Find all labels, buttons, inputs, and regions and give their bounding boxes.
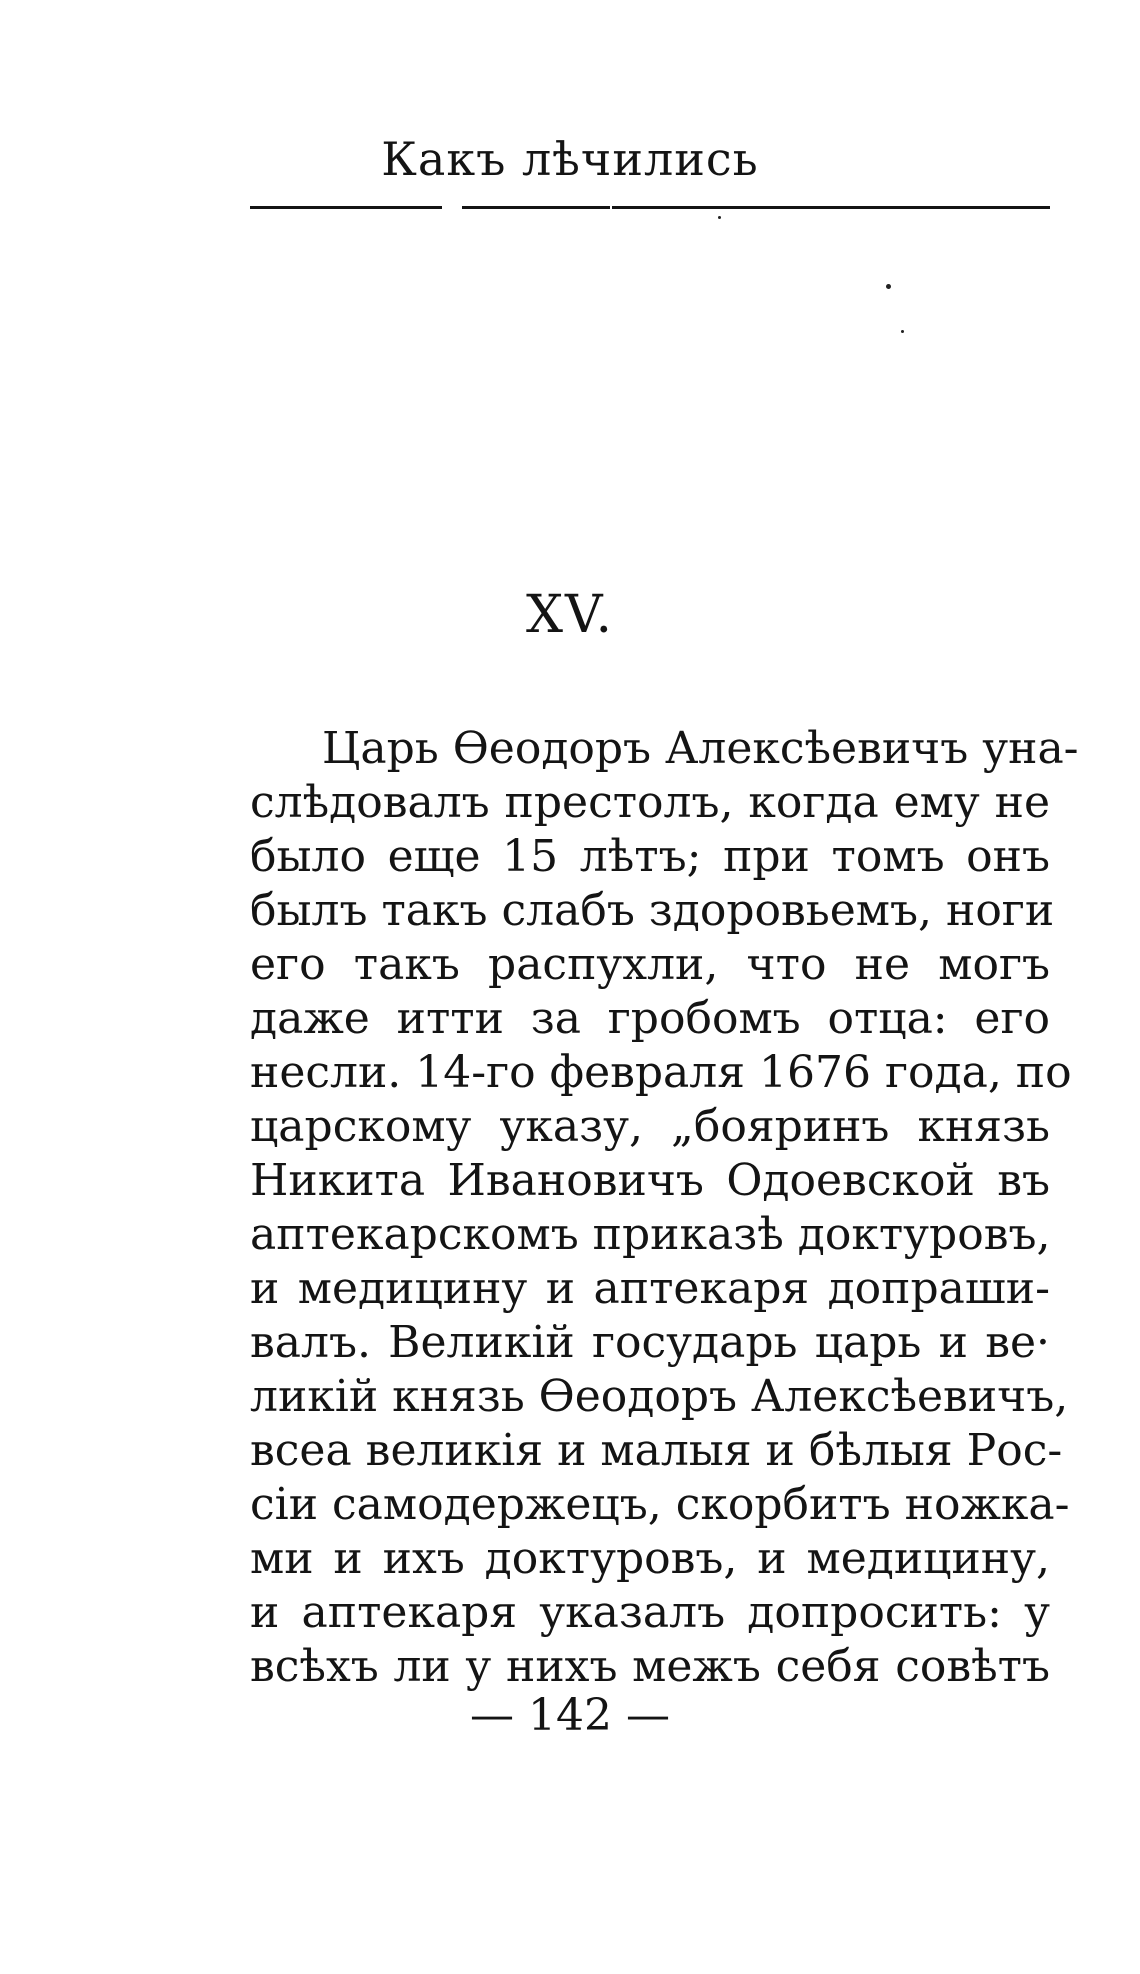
chapter-number: XV. <box>525 585 614 645</box>
body-text <box>250 722 1079 1694</box>
text-line: было еще 15 лѣтъ; при томъ онъ <box>250 831 1050 882</box>
text-line: его такъ распухли, что не могъ <box>250 939 1050 990</box>
text-line: и аптекаря указалъ допросить: у <box>250 1587 1050 1638</box>
text-line: ми и ихъ доктуровъ, и медицину, <box>250 1533 1050 1584</box>
text-line: слѣдовалъ престолъ, когда ему не <box>250 777 1050 828</box>
text-line: всѣхъ ли у нихъ межъ себя совѣтъ <box>250 1641 1050 1692</box>
text-line: всеа великія и малыя и бѣлыя Рос- <box>250 1425 1063 1476</box>
header-rule-left <box>250 206 442 209</box>
print-speck <box>718 216 721 219</box>
text-line: валъ. Великій государь царь и ве· <box>250 1317 1050 1368</box>
text-line: аптекарскомъ приказѣ доктуровъ, <box>250 1209 1051 1260</box>
text-line: Царь Өеодоръ Алексѣевичъ уна- <box>322 723 1079 774</box>
page-number: — 142 — <box>470 1690 670 1741</box>
running-head: Какъ лѣчились <box>381 132 759 186</box>
text-line: даже итти за гробомъ отца: его <box>250 993 1050 1044</box>
text-line: ликій князь Өеодоръ Алексѣевичъ, <box>250 1371 1069 1422</box>
print-speck <box>886 284 891 289</box>
print-speck <box>901 330 904 333</box>
header-rule-middle <box>462 206 610 209</box>
text-line: сіи самодержецъ, скорбитъ ножка- <box>250 1479 1070 1530</box>
text-line: несли. 14-го февраля 1676 года, по <box>250 1047 1072 1098</box>
header-rule-right <box>612 206 1050 209</box>
text-line: былъ такъ слабъ здоровьемъ, ноги <box>250 885 1055 936</box>
text-line: и медицину и аптекаря допраши- <box>250 1263 1050 1314</box>
text-line: Никита Ивановичъ Одоевской въ <box>250 1155 1050 1206</box>
text-line: царскому указу, „бояринъ князь <box>250 1101 1050 1152</box>
